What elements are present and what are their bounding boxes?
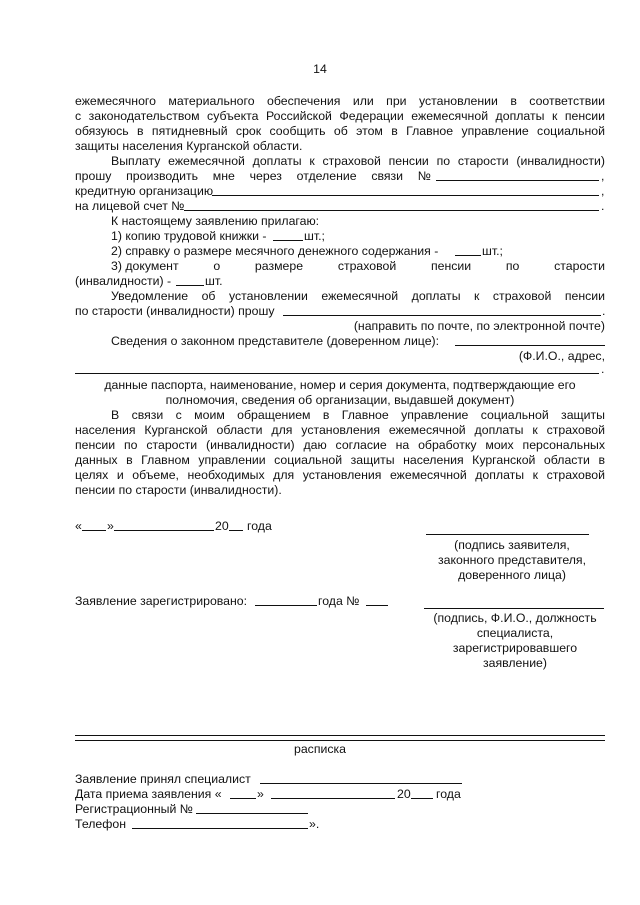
payment-post-office-label: прошу производить мне через отделение связи № xyxy=(75,169,431,183)
notice-line2-dot: . xyxy=(602,304,606,318)
rep-info-blank-2[interactable] xyxy=(75,363,599,374)
item3-word: страховой xyxy=(337,259,397,273)
pension-doc-count-blank[interactable] xyxy=(176,275,204,286)
caption-line: заявление) xyxy=(483,656,547,670)
receipt-year-prefix: 20 xyxy=(397,787,411,801)
item3-word: размере xyxy=(254,259,304,273)
rep-label: Сведения о законном представителе (доверенном лице): xyxy=(111,334,440,348)
notice-method-blank[interactable] xyxy=(283,305,601,316)
para1-line4: защиты населения Курганской области. xyxy=(75,139,303,153)
rep-hint-1: данные паспорта, наименование, номер и серия документа, подтверждающие его xyxy=(104,378,576,392)
attach-intro: К настоящему заявлению прилагаю: xyxy=(111,214,320,228)
item3-word: 3) документ xyxy=(111,259,179,273)
para1-line3: обязуюсь в пятидневный срок сообщить об этом в Главное управление социальной xyxy=(75,124,605,138)
consent-line1: В связи с моим обращением в Главное управление социальной защиты xyxy=(111,408,605,422)
rep-fio-hint: (Ф.И.О., адрес, xyxy=(518,349,605,363)
notice-line2-label: по старости (инвалидности) прошу xyxy=(75,304,275,318)
attach-item1-label: 1) копию трудовой книжки - xyxy=(111,229,267,243)
receipt-date-close: » xyxy=(257,787,264,801)
attach-item3-line1 xyxy=(111,259,605,274)
month-blank[interactable] xyxy=(114,520,214,531)
registered-date-blank[interactable] xyxy=(255,595,317,606)
specialist-signature-line[interactable] xyxy=(424,598,604,609)
receipt-title: расписка xyxy=(294,742,346,756)
item3-word: о xyxy=(213,259,221,273)
payment-line3-comma: , xyxy=(601,184,605,198)
account-label: на лицевой счет № xyxy=(75,199,185,213)
applicant-signature-line[interactable] xyxy=(426,524,589,535)
date-close-quote: » xyxy=(107,519,114,533)
consent-line4: данных в Главном управлении социальной защиты населения Курганской области в xyxy=(75,453,605,467)
year-prefix: 20 xyxy=(215,519,229,533)
receipt-year-suffix: года xyxy=(436,787,461,801)
rep-info-blank-1[interactable] xyxy=(455,335,605,346)
caption-line: зарегистрировавшего xyxy=(452,641,578,655)
payment-line1: Выплату ежемесячной доплаты к страховой пенсии по старости (инвалидности) xyxy=(111,154,605,168)
registered-number-blank[interactable] xyxy=(366,595,388,606)
receipt-date-label: Дата приема заявления « xyxy=(75,787,222,801)
receipt-phone-blank[interactable] xyxy=(132,818,308,829)
attach-item1-unit: шт.; xyxy=(304,229,325,243)
consent-line5: целях и объеме, необходимых для установления ежемесячной доплаты к страховой xyxy=(75,468,605,482)
payment-line4-dot: . xyxy=(601,199,605,213)
cut-line-1 xyxy=(75,735,605,736)
para1-line2: с законодательством субъекта Российской Федерации ежемесячной доплаты к пенсии xyxy=(75,109,605,123)
account-number-blank[interactable] xyxy=(184,200,599,211)
caption-line: доверенного лица) xyxy=(458,568,566,582)
attach-item2-label: 2) справку о размере месячного денежного содержания - xyxy=(111,244,439,258)
item3-word: пенсии xyxy=(430,259,472,273)
item3-word: по xyxy=(505,259,520,273)
cut-line-2 xyxy=(75,740,605,741)
receipt-month-blank[interactable] xyxy=(271,788,395,799)
payment-line2-comma: , xyxy=(601,169,605,183)
receipt-day-blank[interactable] xyxy=(230,788,256,799)
year-blank[interactable] xyxy=(229,520,243,531)
rep-hint-2: полномочия, сведения об организации, выдавшей документ) xyxy=(165,393,515,407)
attach-item2-unit: шт.; xyxy=(482,244,503,258)
receipt-specialist-label: Заявление принял специалист xyxy=(75,772,251,786)
registered-year-no: года № xyxy=(318,594,360,608)
notice-hint: (направить по почте, по электронной почте) xyxy=(353,319,605,333)
receipt-phone-label: Телефон xyxy=(75,817,127,831)
consent-line6: пенсии по старости (инвалидности). xyxy=(75,483,282,497)
caption-line: (подпись заявителя, xyxy=(454,538,570,552)
notice-line1: Уведомление об установлении ежемесячной доплаты к страховой пенсии xyxy=(111,289,605,303)
post-office-number-blank[interactable] xyxy=(436,170,599,181)
year-suffix: года xyxy=(247,519,272,533)
receipt-phone-end: ». xyxy=(309,817,320,831)
receipt-year-blank[interactable] xyxy=(411,788,433,799)
page-number: 14 xyxy=(313,62,327,76)
caption-line: законного представителя, xyxy=(437,553,587,567)
consent-line3: пенсии по старости (инвалидности) даю согласие на обработку моих персональных xyxy=(75,438,605,452)
para1-line1: ежемесячного материального обеспечения или при установлении в соответствии xyxy=(75,94,605,108)
registered-label: Заявление зарегистрировано: xyxy=(75,594,248,608)
credit-org-blank[interactable] xyxy=(212,185,599,196)
receipt-specialist-blank[interactable] xyxy=(260,773,462,784)
rep-line3-dot: . xyxy=(601,362,605,376)
caption-line: специалиста, xyxy=(476,626,554,640)
receipt-regno-blank[interactable] xyxy=(196,803,308,814)
salary-cert-count-blank[interactable] xyxy=(455,245,481,256)
consent-line2: населения Курганской области для установления ежемесячной доплаты к страховой xyxy=(75,423,605,437)
caption-line: (подпись, Ф.И.О., должность xyxy=(433,611,597,625)
attach-item3-unit: шт. xyxy=(205,274,223,288)
date-open-quote: « xyxy=(75,519,82,533)
receipt-regno-label: Регистрационный № xyxy=(75,802,193,816)
attach-item3-label: (инвалидности) - xyxy=(75,274,172,288)
credit-org-label: кредитную организацию xyxy=(75,184,214,198)
item3-word: старости xyxy=(554,259,605,273)
day-blank[interactable] xyxy=(82,520,106,531)
labor-book-count-blank[interactable] xyxy=(273,230,303,241)
